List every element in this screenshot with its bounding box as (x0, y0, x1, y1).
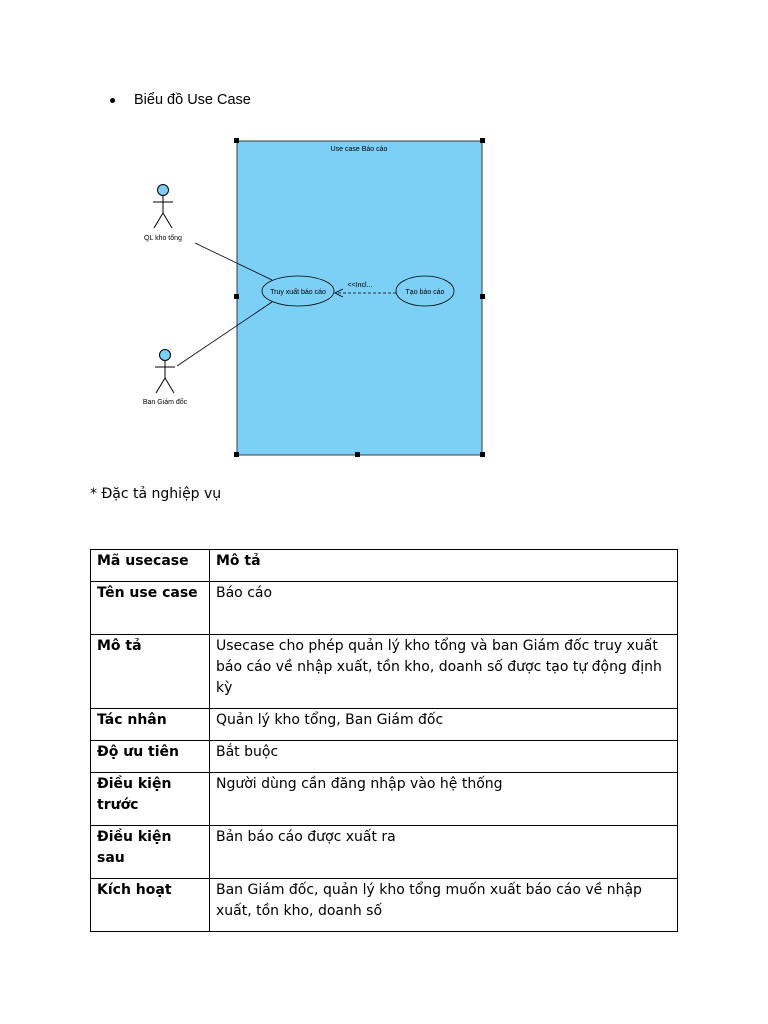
spec-key: Kích hoạt (91, 879, 210, 932)
spec-table (90, 549, 678, 932)
spec-value: Quản lý kho tổng, Ban Giám đốc (210, 709, 678, 741)
spec-key: Độ ưu tiên (91, 741, 210, 773)
usecase-label-truy-xuat: Truy xuất báo cáo (270, 289, 326, 296)
spec-heading: * Đặc tả nghiệp vụ (90, 486, 222, 502)
table-row (91, 826, 678, 879)
spec-key: Tên use case (91, 582, 210, 635)
spec-key: Mô tả (91, 635, 210, 709)
actor-label-ql-kho-tong: QL kho tổng (144, 235, 182, 242)
table-row (91, 550, 678, 582)
spec-value: Mô tả (210, 550, 678, 582)
table-row (91, 635, 678, 709)
spec-key: Mã usecase (91, 550, 210, 582)
spec-value: Người dùng cần đăng nhập vào hệ thống (210, 773, 678, 826)
table-row (91, 879, 678, 932)
actor-label-ban-giam-doc: Ban Giám đốc (142, 399, 188, 406)
spec-key: Điều kiện sau (91, 826, 210, 879)
spec-value: Bắt buộc (210, 741, 678, 773)
spec-key: Điều kiện trước (91, 773, 210, 826)
boundary-title: Use case Báo cáo (330, 146, 388, 153)
spec-value: Bản báo cáo được xuất ra (210, 826, 678, 879)
table-row (91, 741, 678, 773)
spec-key: Tác nhân (91, 709, 210, 741)
use-case-diagram (0, 0, 768, 470)
table-row (91, 773, 678, 826)
actor-ql-kho-tong (153, 185, 173, 229)
include-label: <<Incl... (347, 282, 373, 289)
actor-ban-giam-doc (155, 350, 175, 394)
table-row (91, 582, 678, 635)
spec-value: Báo cáo (210, 582, 678, 635)
section-title: Biểu đồ Use Case (134, 92, 251, 108)
spec-value: Usecase cho phép quản lý kho tổng và ban Giám đốc truy xuất báo cáo về nhập xuất, tồn kho, doanh số được tạo tự động định kỳ (210, 635, 678, 709)
spec-value: Ban Giám đốc, quản lý kho tổng muốn xuất báo cáo về nhập xuất, tồn kho, doanh số (210, 879, 678, 932)
usecase-label-tao: Tạo báo cáo (405, 289, 445, 296)
table-row (91, 709, 678, 741)
